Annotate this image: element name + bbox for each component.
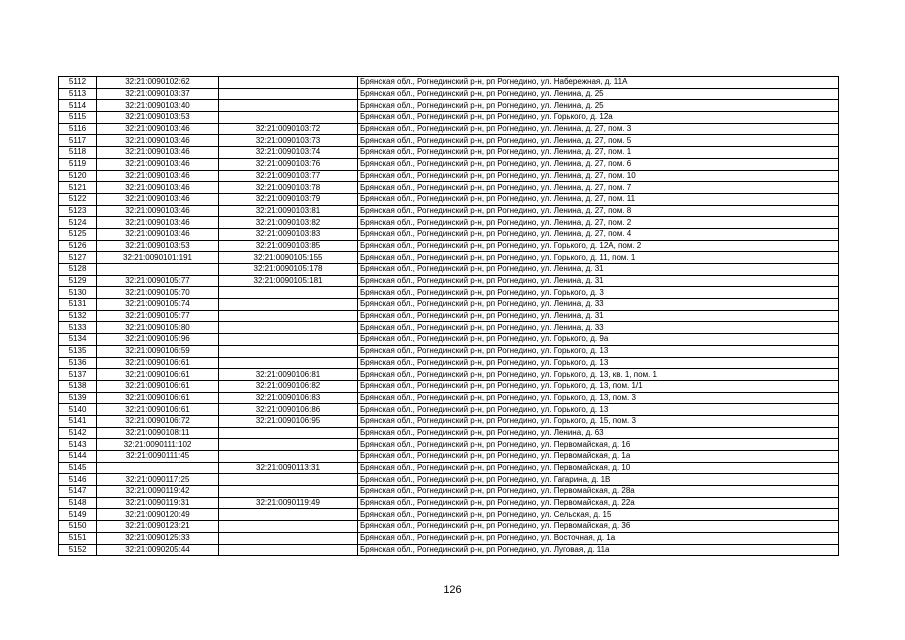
premises-cadastral-number-cell: 32:21:0090105:155 <box>219 252 358 264</box>
row-number-cell: 5112 <box>59 77 97 89</box>
table-row <box>59 451 839 463</box>
row-number-cell: 5122 <box>59 193 97 205</box>
row-number-cell: 5134 <box>59 334 97 346</box>
address-cell: Брянская обл., Рогнединский р-н, рп Рогнедино, ул. Ленина, д. 27, пом. 11 <box>358 193 839 205</box>
row-number-cell: 5135 <box>59 345 97 357</box>
premises-cadastral-number-cell <box>219 439 358 451</box>
row-number-cell: 5127 <box>59 252 97 264</box>
table-row <box>59 240 839 252</box>
address-cell: Брянская обл., Рогнединский р-н, рп Рогнедино, ул. Горького, д. 13, пом. 1/1 <box>358 380 839 392</box>
table-row <box>59 415 839 427</box>
premises-cadastral-number-cell: 32:21:0090103:81 <box>219 205 358 217</box>
property-register-table <box>58 76 839 556</box>
premises-cadastral-number-cell: 32:21:0090103:83 <box>219 228 358 240</box>
premises-cadastral-number-cell: 32:21:0090105:178 <box>219 264 358 276</box>
address-cell: Брянская обл., Рогнединский р-н, рп Рогнедино, ул. Горького, д. 13, пом. 3 <box>358 392 839 404</box>
table-row <box>59 228 839 240</box>
table-row <box>59 521 839 533</box>
table-row <box>59 182 839 194</box>
address-cell: Брянская обл., Рогнединский р-н, рп Рогнедино, ул. Первомайская, д. 28а <box>358 486 839 498</box>
page-number: 126 <box>443 584 462 596</box>
address-cell: Брянская обл., Рогнединский р-н, рп Рогнедино, ул. Ленина, д. 33 <box>358 299 839 311</box>
parcel-cadastral-number-cell: 32:21:0090108:11 <box>97 427 219 439</box>
address-cell: Брянская обл., Рогнединский р-н, рп Рогнедино, ул. Ленина, д. 27, пом. 10 <box>358 170 839 182</box>
row-number-cell: 5117 <box>59 135 97 147</box>
premises-cadastral-number-cell <box>219 532 358 544</box>
parcel-cadastral-number-cell: 32:21:0090119:42 <box>97 486 219 498</box>
address-cell: Брянская обл., Рогнединский р-н, рп Рогнедино, ул. Горького, д. 3 <box>358 287 839 299</box>
row-number-cell: 5128 <box>59 264 97 276</box>
parcel-cadastral-number-cell: 32:21:0090103:46 <box>97 158 219 170</box>
address-cell: Брянская обл., Рогнединский р-н, рп Рогнедино, ул. Первомайская, д. 1а <box>358 451 839 463</box>
premises-cadastral-number-cell: 32:21:0090106:82 <box>219 380 358 392</box>
row-number-cell: 5115 <box>59 112 97 124</box>
row-number-cell: 5133 <box>59 322 97 334</box>
parcel-cadastral-number-cell: 32:21:0090103:46 <box>97 228 219 240</box>
parcel-cadastral-number-cell: 32:21:0090103:46 <box>97 147 219 159</box>
parcel-cadastral-number-cell <box>97 264 219 276</box>
premises-cadastral-number-cell: 32:21:0090119:49 <box>219 497 358 509</box>
row-number-cell: 5131 <box>59 299 97 311</box>
row-number-cell: 5142 <box>59 427 97 439</box>
row-number-cell: 5147 <box>59 486 97 498</box>
premises-cadastral-number-cell <box>219 322 358 334</box>
premises-cadastral-number-cell: 32:21:0090103:76 <box>219 158 358 170</box>
table-row <box>59 147 839 159</box>
row-number-cell: 5144 <box>59 451 97 463</box>
parcel-cadastral-number-cell: 32:21:0090102:62 <box>97 77 219 89</box>
table-row <box>59 158 839 170</box>
address-cell: Брянская обл., Рогнединский р-н, рп Рогнедино, ул. Набережная, д. 11А <box>358 77 839 89</box>
parcel-cadastral-number-cell: 32:21:0090103:46 <box>97 170 219 182</box>
row-number-cell: 5114 <box>59 100 97 112</box>
premises-cadastral-number-cell: 32:21:0090113:31 <box>219 462 358 474</box>
parcel-cadastral-number-cell: 32:21:0090106:61 <box>97 380 219 392</box>
row-number-cell: 5130 <box>59 287 97 299</box>
table-row <box>59 170 839 182</box>
row-number-cell: 5121 <box>59 182 97 194</box>
table-row <box>59 474 839 486</box>
address-cell: Брянская обл., Рогнединский р-н, рп Рогнедино, ул. Ленина, д. 27, пом. 8 <box>358 205 839 217</box>
parcel-cadastral-number-cell: 32:21:0090105:80 <box>97 322 219 334</box>
parcel-cadastral-number-cell: 32:21:0090101:191 <box>97 252 219 264</box>
table-row <box>59 404 839 416</box>
row-number-cell: 5148 <box>59 497 97 509</box>
parcel-cadastral-number-cell: 32:21:0090119:31 <box>97 497 219 509</box>
parcel-cadastral-number-cell: 32:21:0090105:77 <box>97 310 219 322</box>
premises-cadastral-number-cell <box>219 544 358 556</box>
premises-cadastral-number-cell: 32:21:0090106:81 <box>219 369 358 381</box>
parcel-cadastral-number-cell: 32:21:0090105:70 <box>97 287 219 299</box>
row-number-cell: 5151 <box>59 532 97 544</box>
table-row <box>59 310 839 322</box>
parcel-cadastral-number-cell: 32:21:0090106:61 <box>97 404 219 416</box>
parcel-cadastral-number-cell: 32:21:0090103:46 <box>97 123 219 135</box>
premises-cadastral-number-cell <box>219 345 358 357</box>
address-cell: Брянская обл., Рогнединский р-н, рп Рогнедино, ул. Первомайская, д. 16 <box>358 439 839 451</box>
address-cell: Брянская обл., Рогнединский р-н, рп Рогнедино, ул. Ленина, д. 31 <box>358 310 839 322</box>
address-cell: Брянская обл., Рогнединский р-н, рп Рогнедино, ул. Ленина, д. 27, пом. 1 <box>358 147 839 159</box>
address-cell: Брянская обл., Рогнединский р-н, рп Рогнедино, ул. Ленина, д. 31 <box>358 275 839 287</box>
premises-cadastral-number-cell: 32:21:0090103:82 <box>219 217 358 229</box>
parcel-cadastral-number-cell: 32:21:0090106:61 <box>97 369 219 381</box>
premises-cadastral-number-cell: 32:21:0090103:77 <box>219 170 358 182</box>
table-row <box>59 486 839 498</box>
row-number-cell: 5126 <box>59 240 97 252</box>
address-cell: Брянская обл., Рогнединский р-н, рп Рогнедино, ул. Горького, д. 13 <box>358 404 839 416</box>
table-row <box>59 497 839 509</box>
address-cell: Брянская обл., Рогнединский р-н, рп Рогнедино, ул. Луговая, д. 11а <box>358 544 839 556</box>
table-row <box>59 264 839 276</box>
address-cell: Брянская обл., Рогнединский р-н, рп Рогнедино, ул. Ленина, д. 31 <box>358 264 839 276</box>
address-cell: Брянская обл., Рогнединский р-н, рп Рогнедино, ул. Ленина, д. 25 <box>358 88 839 100</box>
parcel-cadastral-number-cell: 32:21:0090106:61 <box>97 357 219 369</box>
table-row <box>59 252 839 264</box>
premises-cadastral-number-cell <box>219 287 358 299</box>
row-number-cell: 5141 <box>59 415 97 427</box>
premises-cadastral-number-cell: 32:21:0090103:79 <box>219 193 358 205</box>
premises-cadastral-number-cell <box>219 310 358 322</box>
parcel-cadastral-number-cell: 32:21:0090106:59 <box>97 345 219 357</box>
address-cell: Брянская обл., Рогнединский р-н, рп Рогнедино, ул. Ленина, д. 27, пом. 2 <box>358 217 839 229</box>
parcel-cadastral-number-cell <box>97 462 219 474</box>
row-number-cell: 5125 <box>59 228 97 240</box>
address-cell: Брянская обл., Рогнединский р-н, рп Рогнедино, ул. Горького, д. 15, пом. 3 <box>358 415 839 427</box>
row-number-cell: 5116 <box>59 123 97 135</box>
table-row <box>59 334 839 346</box>
row-number-cell: 5146 <box>59 474 97 486</box>
parcel-cadastral-number-cell: 32:21:0090103:46 <box>97 217 219 229</box>
parcel-cadastral-number-cell: 32:21:0090103:53 <box>97 240 219 252</box>
table-row <box>59 112 839 124</box>
row-number-cell: 5152 <box>59 544 97 556</box>
premises-cadastral-number-cell: 32:21:0090105:181 <box>219 275 358 287</box>
row-number-cell: 5140 <box>59 404 97 416</box>
table-row <box>59 509 839 521</box>
parcel-cadastral-number-cell: 32:21:0090103:46 <box>97 193 219 205</box>
address-cell: Брянская обл., Рогнединский р-н, рп Рогнедино, ул. Горького, д. 13, кв. 1, пом. 1 <box>358 369 839 381</box>
row-number-cell: 5113 <box>59 88 97 100</box>
parcel-cadastral-number-cell: 32:21:0090103:46 <box>97 182 219 194</box>
table-row <box>59 77 839 89</box>
premises-cadastral-number-cell <box>219 100 358 112</box>
premises-cadastral-number-cell <box>219 88 358 100</box>
address-cell: Брянская обл., Рогнединский р-н, рп Рогнедино, ул. Гагарина, д. 1В <box>358 474 839 486</box>
parcel-cadastral-number-cell: 32:21:0090106:72 <box>97 415 219 427</box>
premises-cadastral-number-cell: 32:21:0090106:86 <box>219 404 358 416</box>
premises-cadastral-number-cell <box>219 334 358 346</box>
address-cell: Брянская обл., Рогнединский р-н, рп Рогнедино, ул. Ленина, д. 27, пом. 4 <box>358 228 839 240</box>
premises-cadastral-number-cell <box>219 357 358 369</box>
parcel-cadastral-number-cell: 32:21:0090117:25 <box>97 474 219 486</box>
address-cell: Брянская обл., Рогнединский р-н, рп Рогнедино, ул. Горького, д. 13 <box>358 345 839 357</box>
premises-cadastral-number-cell <box>219 521 358 533</box>
premises-cadastral-number-cell <box>219 299 358 311</box>
address-cell: Брянская обл., Рогнединский р-н, рп Рогнедино, ул. Ленина, д. 27, пом. 3 <box>358 123 839 135</box>
address-cell: Брянская обл., Рогнединский р-н, рп Рогнедино, ул. Ленина, д. 27, пом. 6 <box>358 158 839 170</box>
premises-cadastral-number-cell: 32:21:0090103:74 <box>219 147 358 159</box>
table-row <box>59 544 839 556</box>
table-row <box>59 369 839 381</box>
parcel-cadastral-number-cell: 32:21:0090105:96 <box>97 334 219 346</box>
parcel-cadastral-number-cell: 32:21:0090103:53 <box>97 112 219 124</box>
table-row <box>59 88 839 100</box>
parcel-cadastral-number-cell: 32:21:0090205:44 <box>97 544 219 556</box>
table-row <box>59 439 839 451</box>
table-row <box>59 357 839 369</box>
premises-cadastral-number-cell <box>219 509 358 521</box>
parcel-cadastral-number-cell: 32:21:0090103:46 <box>97 135 219 147</box>
row-number-cell: 5120 <box>59 170 97 182</box>
row-number-cell: 5150 <box>59 521 97 533</box>
premises-cadastral-number-cell <box>219 77 358 89</box>
row-number-cell: 5136 <box>59 357 97 369</box>
address-cell: Брянская обл., Рогнединский р-н, рп Рогнедино, ул. Горького, д. 9а <box>358 334 839 346</box>
address-cell: Брянская обл., Рогнединский р-н, рп Рогнедино, ул. Первомайская, д. 10 <box>358 462 839 474</box>
row-number-cell: 5132 <box>59 310 97 322</box>
address-cell: Брянская обл., Рогнединский р-н, рп Рогнедино, ул. Первомайская, д. 22а <box>358 497 839 509</box>
table-row <box>59 322 839 334</box>
table-row <box>59 205 839 217</box>
address-cell: Брянская обл., Рогнединский р-н, рп Рогнедино, ул. Первомайская, д. 36 <box>358 521 839 533</box>
address-cell: Брянская обл., Рогнединский р-н, рп Рогнедино, ул. Ленина, д. 27, пом. 7 <box>358 182 839 194</box>
premises-cadastral-number-cell: 32:21:0090103:73 <box>219 135 358 147</box>
table-row <box>59 275 839 287</box>
address-cell: Брянская обл., Рогнединский р-н, рп Рогнедино, ул. Ленина, д. 63 <box>358 427 839 439</box>
table-row <box>59 299 839 311</box>
premises-cadastral-number-cell <box>219 112 358 124</box>
table-row <box>59 532 839 544</box>
row-number-cell: 5137 <box>59 369 97 381</box>
row-number-cell: 5138 <box>59 380 97 392</box>
address-cell: Брянская обл., Рогнединский р-н, рп Рогнедино, ул. Сельская, д. 15 <box>358 509 839 521</box>
premises-cadastral-number-cell: 32:21:0090103:85 <box>219 240 358 252</box>
table-body <box>59 77 839 556</box>
table-row <box>59 100 839 112</box>
address-cell: Брянская обл., Рогнединский р-н, рп Рогнедино, ул. Ленина, д. 25 <box>358 100 839 112</box>
premises-cadastral-number-cell <box>219 427 358 439</box>
row-number-cell: 5123 <box>59 205 97 217</box>
row-number-cell: 5149 <box>59 509 97 521</box>
address-cell: Брянская обл., Рогнединский р-н, рп Рогнедино, ул. Горького, д. 12А, пом. 2 <box>358 240 839 252</box>
premises-cadastral-number-cell <box>219 474 358 486</box>
address-cell: Брянская обл., Рогнединский р-н, рп Рогнедино, ул. Восточная, д. 1а <box>358 532 839 544</box>
address-cell: Брянская обл., Рогнединский р-н, рп Рогнедино, ул. Горького, д. 11, пом. 1 <box>358 252 839 264</box>
table-row <box>59 217 839 229</box>
table-row <box>59 380 839 392</box>
parcel-cadastral-number-cell: 32:21:0090103:40 <box>97 100 219 112</box>
parcel-cadastral-number-cell: 32:21:0090105:77 <box>97 275 219 287</box>
row-number-cell: 5118 <box>59 147 97 159</box>
parcel-cadastral-number-cell: 32:21:0090111:45 <box>97 451 219 463</box>
premises-cadastral-number-cell: 32:21:0090106:95 <box>219 415 358 427</box>
address-cell: Брянская обл., Рогнединский р-н, рп Рогнедино, ул. Горького, д. 13 <box>358 357 839 369</box>
table-row <box>59 462 839 474</box>
premises-cadastral-number-cell: 32:21:0090103:78 <box>219 182 358 194</box>
premises-cadastral-number-cell <box>219 486 358 498</box>
address-cell: Брянская обл., Рогнединский р-н, рп Рогнедино, ул. Ленина, д. 33 <box>358 322 839 334</box>
table-row <box>59 427 839 439</box>
table-row <box>59 123 839 135</box>
row-number-cell: 5143 <box>59 439 97 451</box>
parcel-cadastral-number-cell: 32:21:0090123:21 <box>97 521 219 533</box>
table-row <box>59 135 839 147</box>
address-cell: Брянская обл., Рогнединский р-н, рп Рогнедино, ул. Ленина, д. 27, пом. 5 <box>358 135 839 147</box>
premises-cadastral-number-cell <box>219 451 358 463</box>
row-number-cell: 5124 <box>59 217 97 229</box>
premises-cadastral-number-cell: 32:21:0090103:72 <box>219 123 358 135</box>
table-row <box>59 345 839 357</box>
row-number-cell: 5129 <box>59 275 97 287</box>
address-cell: Брянская обл., Рогнединский р-н, рп Рогнедино, ул. Горького, д. 12а <box>358 112 839 124</box>
table-row <box>59 287 839 299</box>
row-number-cell: 5139 <box>59 392 97 404</box>
table-row <box>59 392 839 404</box>
parcel-cadastral-number-cell: 32:21:0090105:74 <box>97 299 219 311</box>
table-row <box>59 193 839 205</box>
parcel-cadastral-number-cell: 32:21:0090103:37 <box>97 88 219 100</box>
row-number-cell: 5145 <box>59 462 97 474</box>
parcel-cadastral-number-cell: 32:21:0090111:102 <box>97 439 219 451</box>
parcel-cadastral-number-cell: 32:21:0090120:49 <box>97 509 219 521</box>
row-number-cell: 5119 <box>59 158 97 170</box>
parcel-cadastral-number-cell: 32:21:0090106:61 <box>97 392 219 404</box>
parcel-cadastral-number-cell: 32:21:0090125:33 <box>97 532 219 544</box>
parcel-cadastral-number-cell: 32:21:0090103:46 <box>97 205 219 217</box>
premises-cadastral-number-cell: 32:21:0090106:83 <box>219 392 358 404</box>
